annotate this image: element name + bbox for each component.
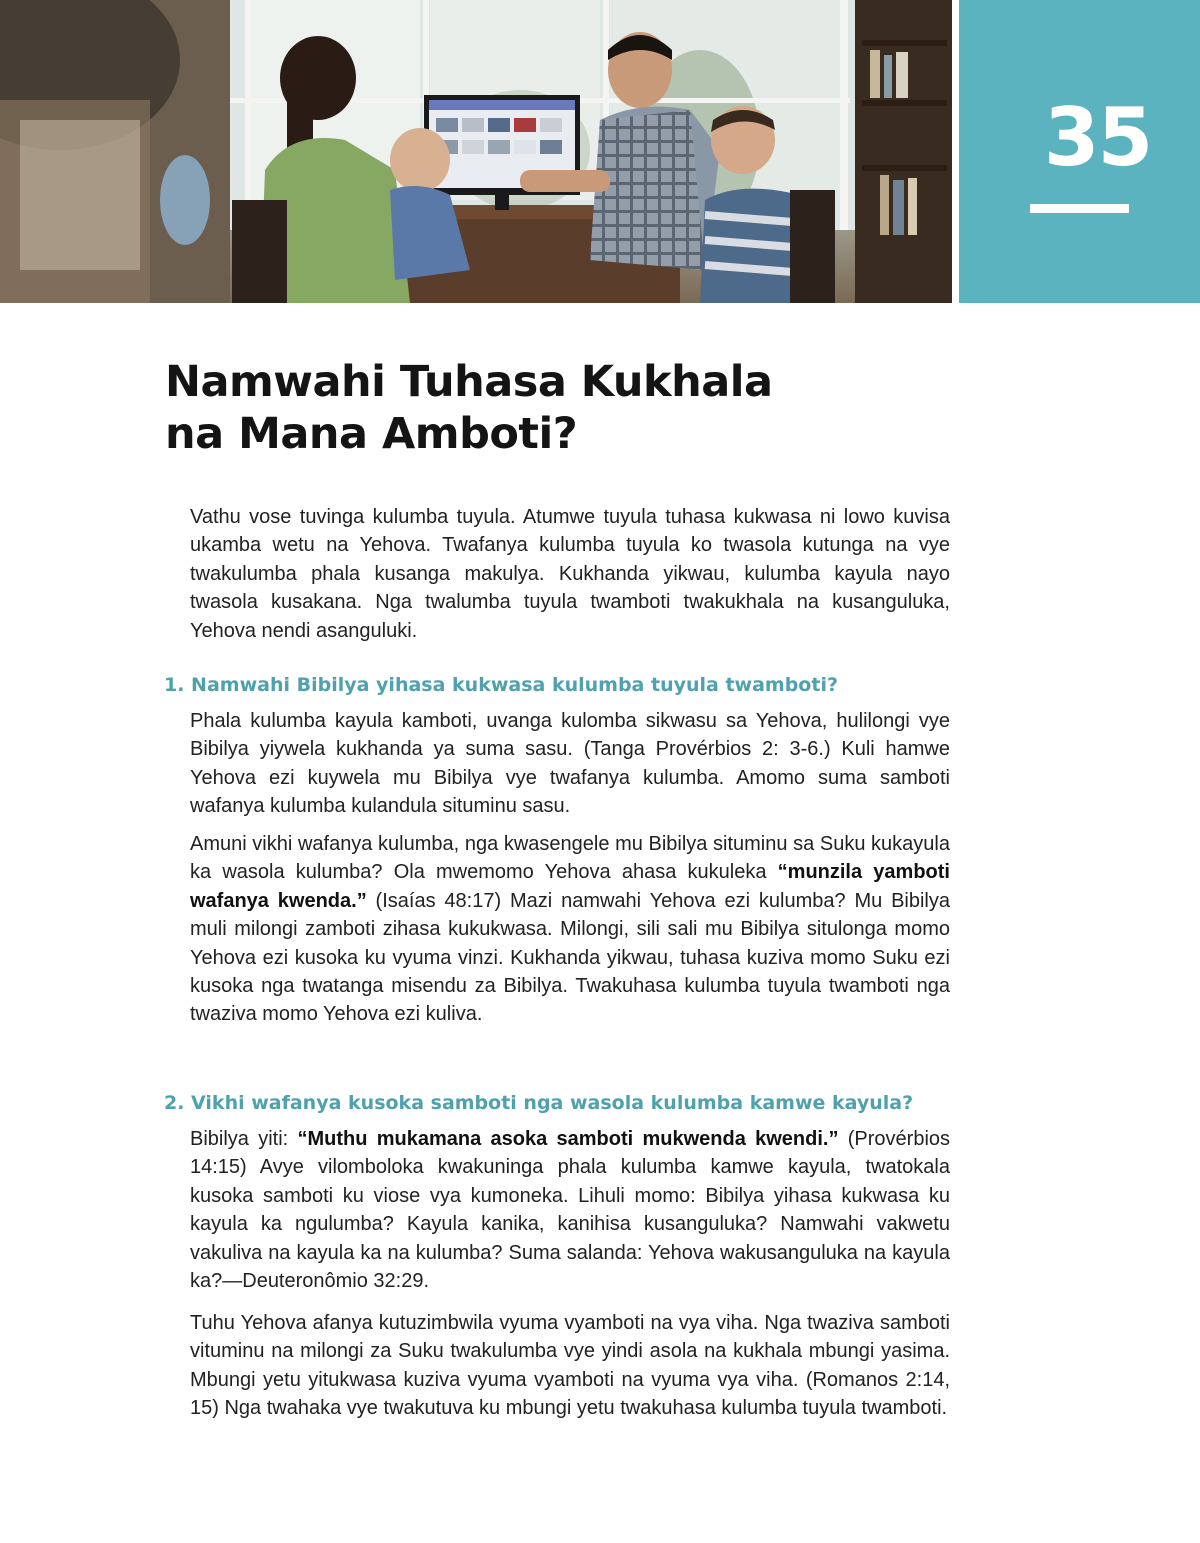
chapter-underline xyxy=(1030,204,1129,213)
section-2-paragraph-1 xyxy=(190,1125,950,1295)
section-2-paragraph-2: Tuhu Yehova afanya kutuzimbwila vyuma vyamboti na vya viha. Nga twaziva samboti vituminu na milongi za Suku twakulumba vye yindi asola na kukhala mbungi yasima. Mbungi yetu yitukwasa kuziva vyuma vyamboti na vyuma vya viha. (Romanos 2:14, 15) Nga twahaka vye twakutuva ku mbungi yetu twakuhasa kulumba tuyula twamboti. xyxy=(190,1312,950,1420)
page-title xyxy=(165,356,945,460)
hero-photo xyxy=(0,0,952,303)
section-1-paragraph-2-end: (Isaías 48:17) Mazi namwahi Yehova ezi kulumba? Mu Bibilya muli milongi zamboti zihasa kukukwasa. Milongi, sili sali mu Bibilya situlonga momo Yehova ezi kusoka ku vyuma vinzi. Kukhanda yikwau, tuhasa kuziva momo Suku ezi kusoka nga twatanga misendu za Bibilya. Twakuhasa kulumba tuyula twamboti nga twaziva momo Yehova ezi kuliva. xyxy=(190,889,950,1026)
section-1-paragraph-1: Phala kulumba kayula kamboti, uvanga kulomba sikwasu sa Yehova, hulilongi vye Bibilya yiywela kukhanda ya suma sasu. (Tanga Provérbios 2: 3-6.) Kuli hamwe Yehova ezi kuywela mu Bibilya vye twafanya kulumba. Amomo suma samboti wafanya kulumba kulandula situminu sasu. xyxy=(190,710,950,818)
page-title-line-1: Namwahi Tuhasa Kukhala xyxy=(165,357,773,407)
question-2-heading: 2. Vikhi wafanya kusoka samboti nga wasola kulumba kamwe kayula? xyxy=(164,1092,914,1114)
intro-paragraph: Vathu vose tuvinga kulumba tuyula. Atumwe tuyula tuhasa kukwasa ni lowo kuvisa ukamba wetu na Yehova. Twafanya kulumba tuyula ko twasola kutunga na vye twakulumba phala kusanga makulya. Kukhanda yikwau, kulumba kayula nayo twasola kusakana. Nga twalumba tuyula twamboti twakukhala na kusanguluka, Yehova nendi asanguluki. xyxy=(190,506,950,642)
chapter-number: 35 xyxy=(1043,91,1152,184)
section-1-paragraph-2 xyxy=(190,830,950,1029)
section-1-scripture-quote: “munzila yamboti wafanya kwenda.” xyxy=(190,861,950,912)
family-at-computer-illustration xyxy=(0,0,952,303)
section-2-paragraph-1-end: (Provérbios 14:15) Avye vilomboloka kwakuninga phala kulumba kamwe kayula, twatokala kusoka samboti ku viose vya kumoneka. Lihuli momo: Bibilya yihasa kukwasa ku kayula ka ngulumba? Kayula kanika, kanihisa kusanguluka? Namwahi vakwetu vakuliva na kayula ka na kulumba? Suma salanda: Yehova wakusanguluka na kayula ka?—Deuteronômio 32:29. xyxy=(190,1128,951,1293)
section-2-paragraph-1-start: Bibilya yiti: xyxy=(190,1128,298,1150)
section-2-scripture-quote: “Muthu mukamana asoka samboti mukwenda kwendi.” xyxy=(297,1128,839,1150)
section-1-paragraph-2-start: Amuni vikhi wafanya kulumba, nga kwasengele mu Bibilya situminu sa Suku kukayula ka wasola kulumba? Ola mwemomo Yehova ahasa kukuleka xyxy=(190,833,950,884)
chapter-badge xyxy=(959,0,1200,303)
question-1-heading: 1. Namwahi Bibilya yihasa kukwasa kulumba tuyula twamboti? xyxy=(164,674,838,696)
page-title-line-2: na Mana Amboti? xyxy=(165,409,578,459)
